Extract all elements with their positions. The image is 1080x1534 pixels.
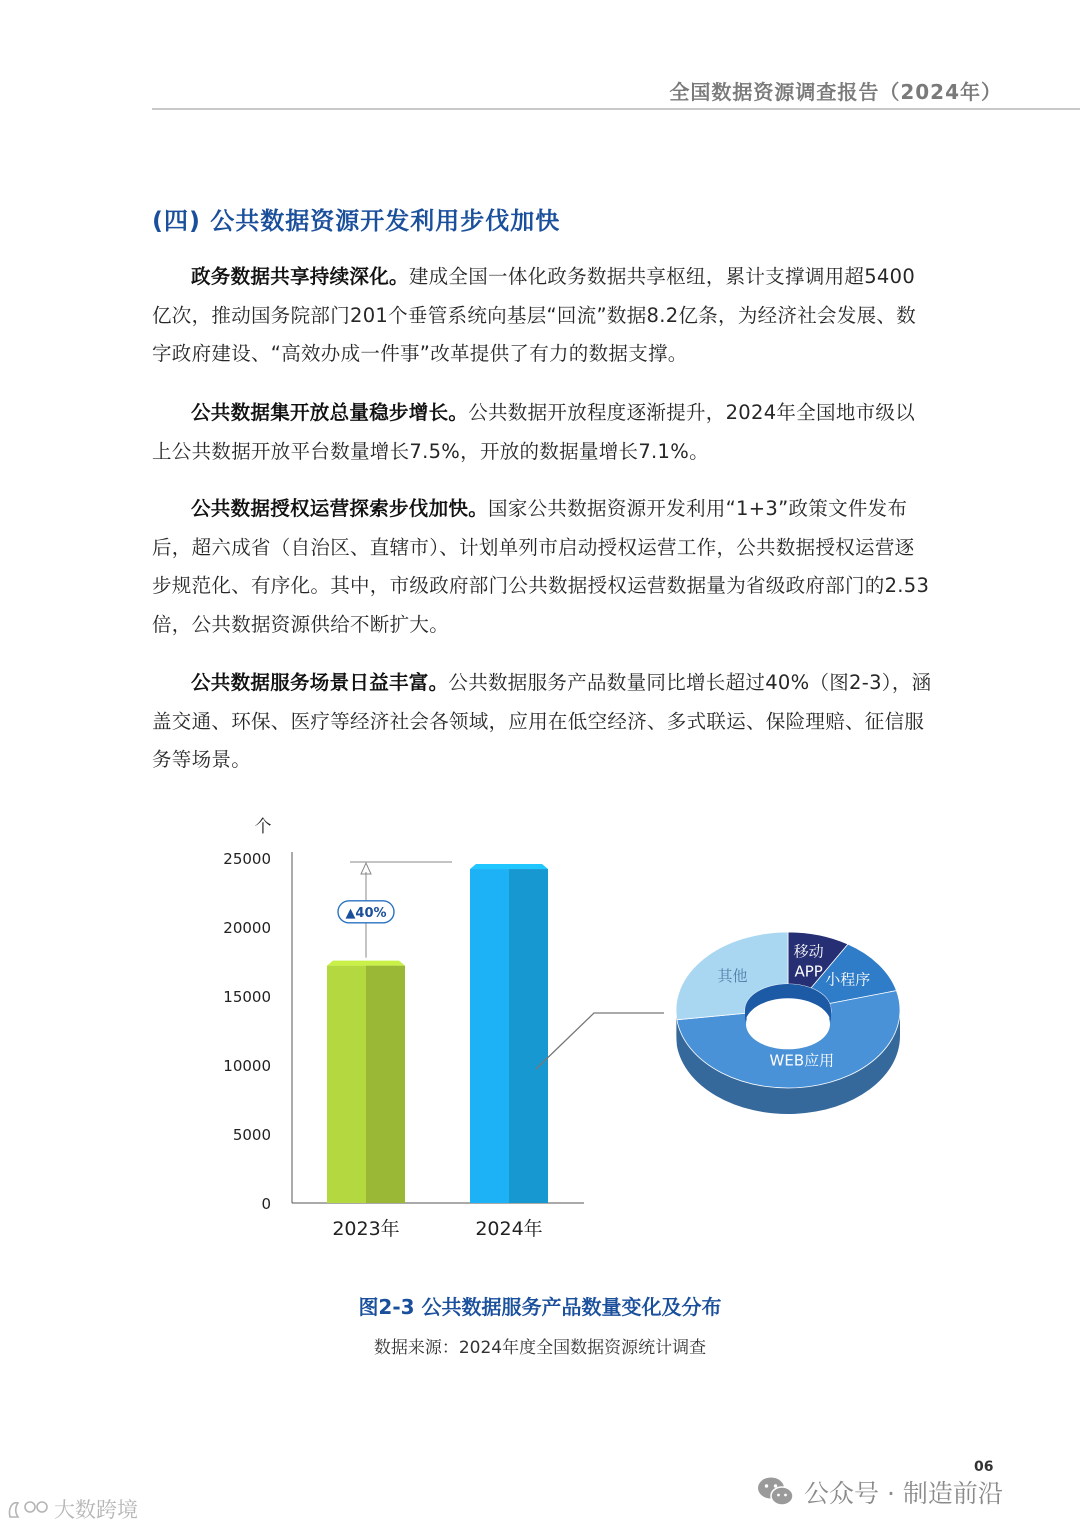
section-title: (四) 公共数据资源开发利用步伐加快: [152, 207, 561, 235]
paragraph-lead: 公共数据授权运营探索步伐加快。: [191, 497, 489, 520]
y-tick-label: 25000: [223, 850, 271, 868]
paragraph-body: 国家公共数据资源开发利用“1+3”政策文件发布后，超六成省（自治区、直辖市）、计划单列市启动授权运营工作，公共数据授权运营逐步规范化、有序化。其中，市级政府部门公共数据授权运营数据量为省级政府部门的2.53倍，公共数据资源供给不断扩大。: [152, 497, 930, 636]
wechat-label: 公众号 · 制造前沿: [804, 1479, 1003, 1508]
y-tick-label: 20000: [223, 919, 271, 937]
bar-right-face: [366, 966, 405, 1203]
donut-slice-label: 移动: [793, 942, 824, 961]
paragraph-lead: 公共数据集开放总量稳步增长。: [191, 401, 469, 424]
paragraph-body: 公共数据服务产品数量同比增长超过40%（图2-3），涵盖交通、环保、医疗等经济社会各领域，应用在低空经济、多式联运、保险理赔、征信服务等场景。: [152, 671, 932, 771]
chart-connector-line: [530, 1005, 670, 1075]
paragraph-body: 建成全国一体化政务数据共享枢纽，累计支撑调用超5400亿次，推动国务院部门201个垂管系统向基层“回流”数据8.2亿条，为经济社会发展、数字政府建设、“高效办成一件事”改革提供了有力的数据支撑。: [152, 265, 917, 365]
y-tick-label: 5000: [232, 1126, 271, 1144]
wechat-icon: [756, 1475, 796, 1509]
header-divider: [152, 108, 1080, 110]
paragraph: [152, 490, 932, 644]
paragraph-lead: 公共数据服务场景日益丰富。: [191, 671, 449, 694]
donut-slice-label: 小程序: [825, 970, 871, 989]
paragraph-body: 公共数据开放程度逐渐提升，2024年全国地市级以上公共数据开放平台数量增长7.5%，开放的数据量增长7.1%。: [152, 401, 916, 463]
distribution-donut-chart: [668, 928, 908, 1128]
donut-hole: [746, 999, 830, 1049]
paragraph-lead: 政务数据共享持续深化。: [191, 265, 409, 288]
figure-caption: 图2-3 公共数据服务产品数量变化及分布: [358, 1295, 722, 1319]
donut-slice-label: APP: [794, 962, 823, 981]
x-tick-label: 2024年: [475, 1218, 543, 1240]
y-tick-label: 15000: [223, 988, 271, 1006]
bar-top-face: [470, 864, 548, 869]
y-axis-unit-label: 个: [254, 817, 272, 837]
watermark-text: 大数跨境: [54, 1498, 138, 1522]
page-number: 06: [974, 1459, 994, 1475]
bar-left-face: [470, 869, 509, 1203]
figure-source: 数据来源：2024年度全国数据资源统计调查: [373, 1338, 707, 1358]
donut-slice-label: WEB应用: [769, 1051, 835, 1070]
paragraph: [152, 664, 932, 780]
x-tick-label: 2023年: [332, 1218, 400, 1240]
bar-top-face: [327, 961, 405, 966]
bar-left-face: [327, 966, 366, 1203]
growth-badge-label: ▲40%: [345, 905, 387, 921]
paragraph: [152, 394, 932, 471]
y-tick-label: 10000: [223, 1057, 271, 1075]
wechat-account: [756, 1474, 1003, 1510]
watermark: [6, 1494, 138, 1524]
paragraph: [152, 258, 932, 374]
report-title: 全国数据资源调查报告（2024年）: [669, 80, 1002, 104]
y-tick-label: 0: [261, 1195, 271, 1213]
watermark-logo-icon: [6, 1497, 50, 1521]
bar: [327, 961, 405, 1203]
donut-slice-label: 其他: [717, 966, 748, 985]
